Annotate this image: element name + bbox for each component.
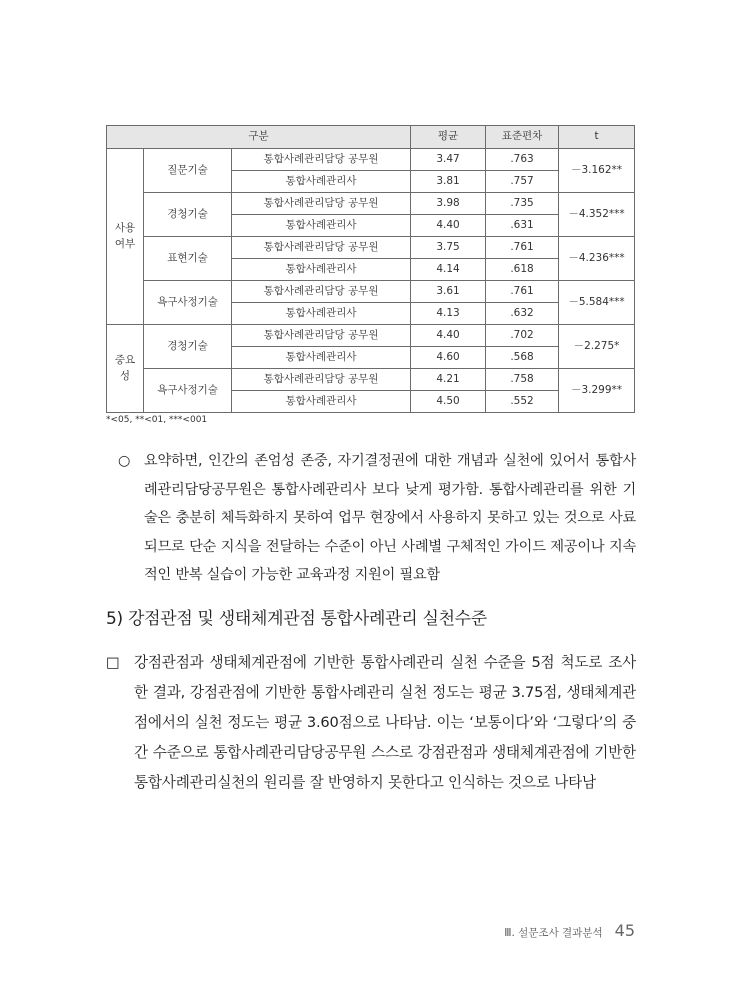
table-row <box>107 237 635 259</box>
sd-cell: .702 <box>486 325 559 347</box>
t-test-table <box>106 125 635 413</box>
skill-name: 표현기술 <box>144 237 232 281</box>
mean-cell: 4.13 <box>411 303 486 325</box>
header-t: t <box>559 126 635 149</box>
group-label-text: 중요 성 <box>114 354 136 382</box>
sd-cell: .763 <box>486 149 559 171</box>
t-cell: －3.299** <box>559 369 635 413</box>
skill-name: 욕구사정기술 <box>144 281 232 325</box>
page-footer <box>504 921 635 940</box>
respondent-cell: 통합사례관리사 <box>232 215 411 237</box>
summary-text: 요약하면, 인간의 존엄성 존중, 자기결정권에 대한 개념과 실천에 있어서 통합사례관리담당공무원은 통합사례관리사 보다 낮게 평가함. 통합사례관리를 위한 기술은 충분히 체득화하지 못하여 업무 현장에서 사용하지 못하고 있는 것으로 사료되므로 단순 지식을 전달하는 수준이 아닌 사례별 구체적인 가이드 제공이나 지속적인 반복 실습이 가능한 교육과정 지원이 필요함 <box>144 453 636 583</box>
mean-cell: 4.60 <box>411 347 486 369</box>
page-number: 45 <box>614 921 635 940</box>
header-category: 구분 <box>107 126 411 149</box>
sd-cell: .735 <box>486 193 559 215</box>
group-label-text: 사용 여부 <box>114 222 136 250</box>
t-cell: －4.352*** <box>559 193 635 237</box>
sd-cell: .552 <box>486 391 559 413</box>
result-paragraph <box>106 648 636 798</box>
sd-cell: .761 <box>486 237 559 259</box>
circle-bullet-icon: ○ <box>118 453 131 469</box>
mean-cell: 4.40 <box>411 325 486 347</box>
sd-cell: .631 <box>486 215 559 237</box>
respondent-cell: 통합사례관리사 <box>232 391 411 413</box>
result-text: 강점관점과 생태체계관점에 기반한 통합사례관리 실천 수준을 5점 척도로 조사한 결과, 강점관점에 기반한 통합사례관리 실천 정도는 평균 3.75점, 생태체계관점에서의 실천 정도는 평균 3.60점으로 나타남. 이는 ‘보통이다’와 ‘그렇다’의 중간 수준으로 통합사례관리담당공무원 스스로 강점관점과 생태체계관점에 기반한 통합사례관리실천의 원리를 잘 반영하지 못한다고 인식하는 것으로 나타남 <box>134 654 636 791</box>
mean-cell: 3.61 <box>411 281 486 303</box>
mean-cell: 3.75 <box>411 237 486 259</box>
respondent-cell: 통합사례관리담당 공무원 <box>232 193 411 215</box>
sd-cell: .568 <box>486 347 559 369</box>
table-header-row <box>107 126 635 149</box>
sd-cell: .758 <box>486 369 559 391</box>
skill-name: 경청기술 <box>144 193 232 237</box>
mean-cell: 4.21 <box>411 369 486 391</box>
respondent-cell: 통합사례관리사 <box>232 347 411 369</box>
mean-cell: 3.47 <box>411 149 486 171</box>
t-cell: －4.236*** <box>559 237 635 281</box>
square-bullet-icon: □ <box>106 654 120 671</box>
footer-section: Ⅲ. 설문조사 결과분석 <box>504 927 603 939</box>
table-row <box>107 149 635 171</box>
significance-note: *<05, **<01, ***<001 <box>106 415 208 425</box>
sd-cell: .618 <box>486 259 559 281</box>
table-row <box>107 281 635 303</box>
mean-cell: 4.50 <box>411 391 486 413</box>
mean-cell: 3.81 <box>411 171 486 193</box>
summary-paragraph <box>118 447 636 590</box>
respondent-cell: 통합사례관리담당 공무원 <box>232 281 411 303</box>
skill-name: 질문기술 <box>144 149 232 193</box>
sd-cell: .761 <box>486 281 559 303</box>
table-row <box>107 193 635 215</box>
respondent-cell: 통합사례관리사 <box>232 171 411 193</box>
header-mean: 평균 <box>411 126 486 149</box>
group-label-importance <box>107 325 144 413</box>
respondent-cell: 통합사례관리사 <box>232 303 411 325</box>
table-row <box>107 325 635 347</box>
header-sd: 표준편차 <box>486 126 559 149</box>
t-cell: －3.162** <box>559 149 635 193</box>
respondent-cell: 통합사례관리담당 공무원 <box>232 149 411 171</box>
t-cell: －2.275* <box>559 325 635 369</box>
sd-cell: .757 <box>486 171 559 193</box>
sd-cell: .632 <box>486 303 559 325</box>
respondent-cell: 통합사례관리담당 공무원 <box>232 237 411 259</box>
section-heading: 5) 강점관점 및 생태체계관점 통합사례관리 실천수준 <box>106 609 487 629</box>
respondent-cell: 통합사례관리담당 공무원 <box>232 325 411 347</box>
mean-cell: 3.98 <box>411 193 486 215</box>
skill-name: 욕구사정기술 <box>144 369 232 413</box>
table-row <box>107 369 635 391</box>
mean-cell: 4.14 <box>411 259 486 281</box>
respondent-cell: 통합사례관리담당 공무원 <box>232 369 411 391</box>
skill-name: 경청기술 <box>144 325 232 369</box>
t-cell: －5.584*** <box>559 281 635 325</box>
respondent-cell: 통합사례관리사 <box>232 259 411 281</box>
mean-cell: 4.40 <box>411 215 486 237</box>
group-label-usage <box>107 149 144 325</box>
